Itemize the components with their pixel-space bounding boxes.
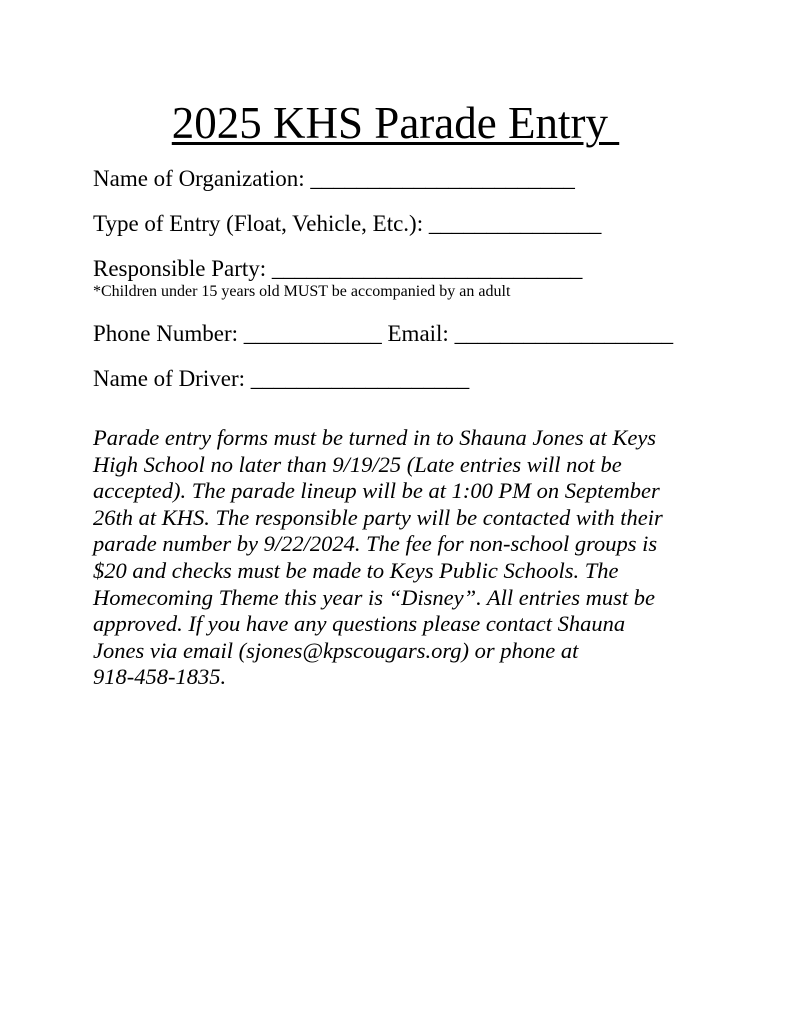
organization-field: Name of Organization: _______________________ bbox=[93, 166, 575, 191]
driver-field: Name of Driver: ___________________ bbox=[93, 366, 470, 391]
page-title: 2025 KHS Parade Entry bbox=[171, 98, 620, 148]
instructions-paragraph: Parade entry forms must be turned in to Shauna Jones at Keys High School no later than 9/19/25 (Late entries will not be accepted). The parade lineup will be at 1:00 PM on September 26th at KHS. The responsible party will be contacted with their parade number by 9/22/2024. The fee for non-school groups is $20 and checks must be made to Keys Public Schools. The Homecoming Theme this year is “Disney”. All entries must be approved. If you have any questions please contact Shauna Jones via email (sjones@kpscougars.org) or phone at 918-458-1835. bbox=[93, 425, 663, 690]
children-note: *Children under 15 years old MUST be accompanied by an adult bbox=[93, 283, 511, 300]
entry-type-field: Type of Entry (Float, Vehicle, Etc.): _______________ bbox=[93, 211, 602, 236]
responsible-party-field: Responsible Party: ___________________________ bbox=[93, 256, 583, 281]
phone-email-field: Phone Number: ____________ Email: ___________________ bbox=[93, 321, 674, 346]
